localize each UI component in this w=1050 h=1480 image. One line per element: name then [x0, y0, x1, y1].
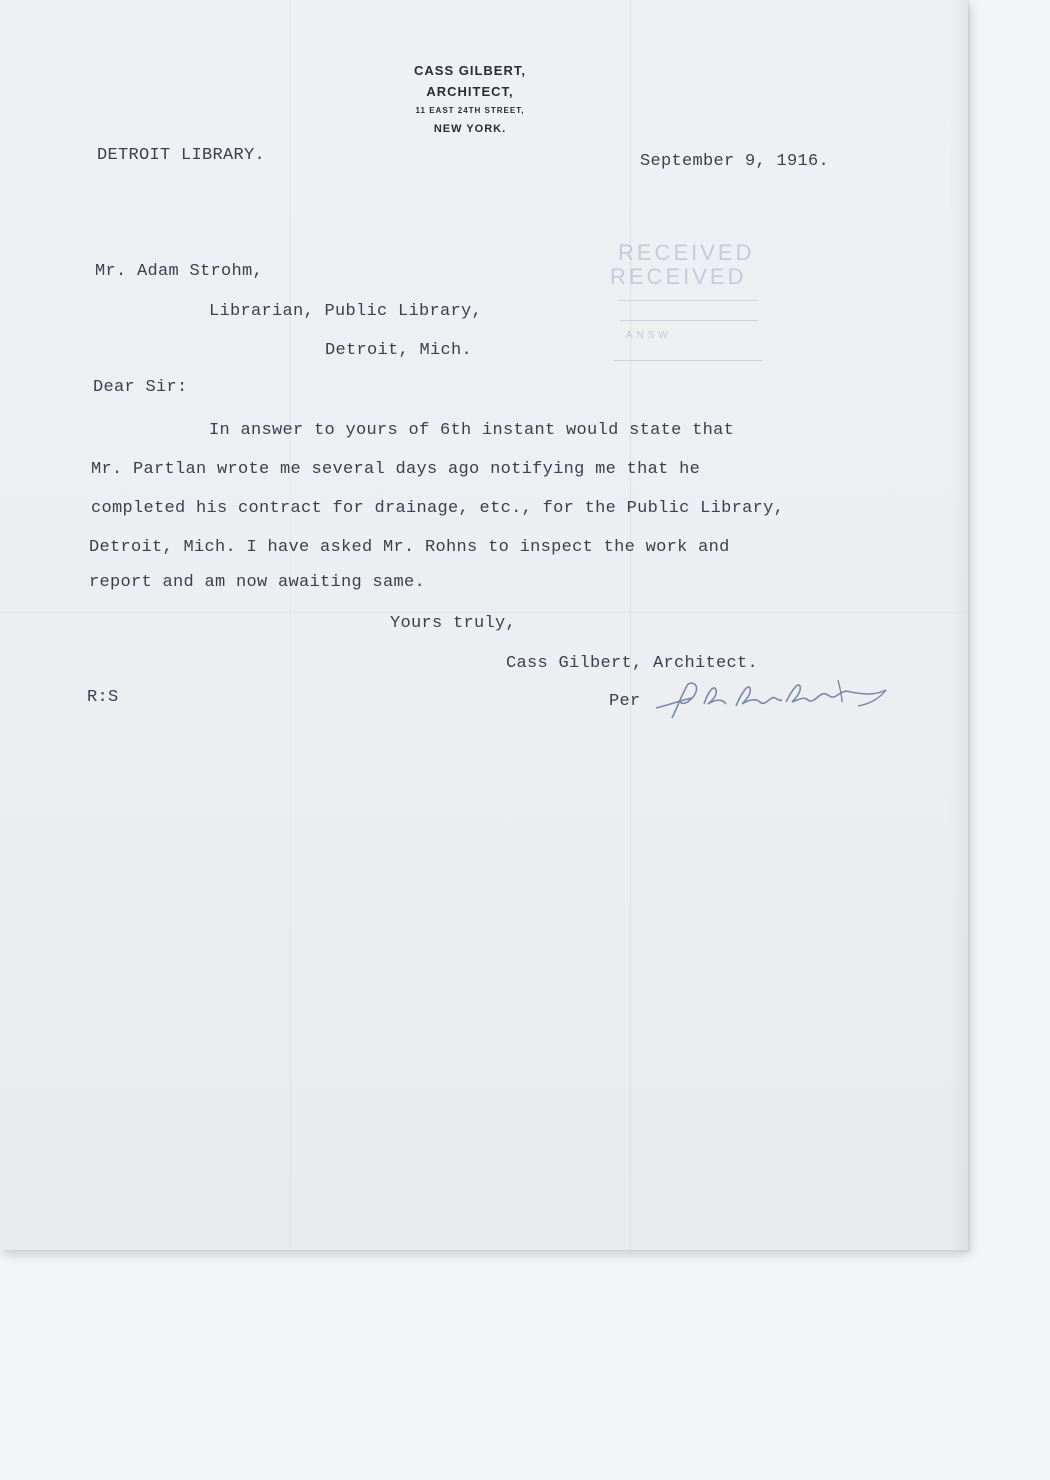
per-label: Per — [609, 692, 641, 711]
fold-line-vertical-left — [290, 0, 291, 1250]
typist-initials: R:S — [87, 688, 119, 707]
closing: Yours truly, — [390, 614, 517, 633]
handwritten-signature — [652, 670, 892, 730]
paper-edge-shadow — [950, 0, 970, 1252]
letterhead-title: ARCHITECT, — [426, 84, 514, 99]
salutation: Dear Sir: — [93, 378, 188, 397]
stamp-rule-middle — [620, 320, 758, 321]
fold-line-horizontal — [0, 612, 968, 613]
letter-date: September 9, 1916. — [640, 152, 830, 171]
stamp-rule-top — [618, 300, 758, 301]
body-line-1: In answer to yours of 6th instant would state that — [209, 421, 735, 440]
letterhead-name: CASS GILBERT, — [414, 63, 526, 78]
body-line-2: Mr. Partlan wrote me several days ago notifying me that he — [91, 460, 701, 479]
stamp-rule-bottom — [614, 360, 762, 361]
signatory: Cass Gilbert, Architect. — [506, 654, 759, 673]
body-line-4: Detroit, Mich. I have asked Mr. Rohns to inspect the work and — [89, 538, 730, 557]
recipient-name: Mr. Adam Strohm, — [95, 262, 264, 281]
letterhead-address: 11 EAST 24TH STREET, — [415, 106, 525, 115]
stamp-answered-text: ANSW — [626, 330, 672, 341]
stamp-received-text-1: RECEIVED — [618, 240, 755, 265]
fold-line-vertical — [630, 0, 631, 1250]
body-line-3: completed his contract for drainage, etc., for the Public Library, — [91, 499, 785, 518]
letterhead-city: NEW YORK. — [433, 123, 507, 135]
body-line-5: report and am now awaiting same. — [89, 573, 426, 592]
received-stamp — [608, 238, 768, 368]
file-reference: DETROIT LIBRARY. — [97, 146, 266, 165]
stamp-received-text-2: RECEIVED — [610, 264, 747, 289]
recipient-title: Librarian, Public Library, — [209, 302, 483, 321]
letterhead — [360, 60, 580, 138]
recipient-city: Detroit, Mich. — [325, 341, 473, 360]
